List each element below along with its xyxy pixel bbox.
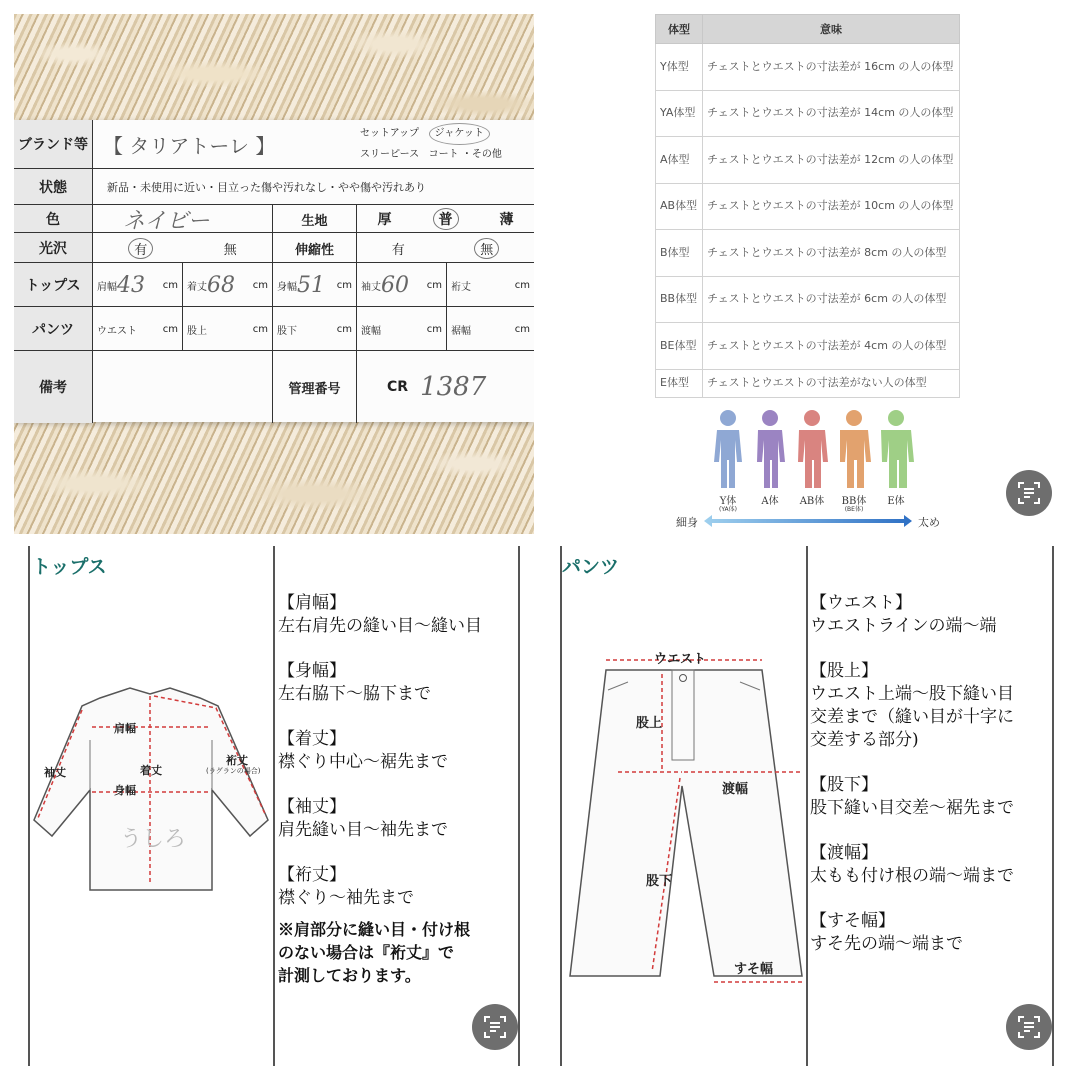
divider [560, 546, 562, 1066]
table-row: E体型 チェストとウエストの寸法差がない人の体型 [656, 369, 960, 397]
diagram-length-label: 着丈 [140, 764, 162, 777]
table-row: BB体型 チェストとウエストの寸法差が 6cm の人の体型 [656, 276, 960, 323]
table-row: BE体型 チェストとウエストの寸法差が 4cm の人の体型 [656, 323, 960, 370]
figure-bb-body [840, 410, 871, 488]
pants-descriptions: 【ウエスト】 ウエストラインの端〜端 【股上】 ウエスト上端〜股下縫い目 交差まで（縫い目が十字に 交差する部分) 【股下】 股下縫い目交差〜裾先まで 【渡幅】 太もも付け根の端〜端まで 【すそ幅】 すそ先の端〜端まで [810, 593, 1014, 954]
table-row: B体型 チェストとウエストの寸法差が 8cm の人の体型 [656, 230, 960, 277]
tops-header: トップス [14, 263, 92, 307]
scan-text-icon [1016, 1014, 1042, 1040]
fabric-header: 生地 [272, 205, 356, 233]
mgmt-number-header: 管理番号 [272, 351, 356, 423]
gloss-options: 有 無 [92, 233, 272, 263]
diagram-raglan-label: (ラグランの場合) [206, 767, 261, 775]
scan-text-button[interactable] [1006, 1004, 1052, 1050]
figure-label-ab: AB体 [799, 496, 825, 507]
diagram-shoulder-label: 肩幅 [114, 722, 136, 735]
tops-sleeve: 袖丈 60 cm [356, 263, 446, 307]
pants-title: パンツ [562, 556, 620, 578]
pants-hem: 裾幅 cm [446, 307, 534, 351]
diagram-sleeve-label: 袖丈 [44, 766, 66, 779]
diagram-thigh-label: 渡幅 [722, 782, 749, 797]
pants-diagram [564, 640, 804, 990]
gloss-header: 光沢 [14, 233, 92, 263]
color-value: ネイビー [92, 205, 272, 233]
body-type-table [655, 14, 960, 398]
figure-label-e: E体 [887, 496, 905, 507]
tops-descriptions: 【肩幅】 左右肩先の縫い目〜縫い目 【身幅】 左右脇下〜脇下まで 【着丈】 襟ぐり中心〜裾先まで 【袖丈】 肩先縫い目〜袖先まで 【裄丈】 襟ぐり〜袖先まで ※肩部分に縫い目・付け根 のない場合は『裄丈』で 計測しております。 [278, 593, 482, 985]
figure-a-body [757, 410, 785, 488]
figure-ab-body [798, 410, 828, 488]
figure-sub-bb: (BE体) [844, 506, 864, 513]
figure-sub-y: (YA体) [719, 506, 737, 513]
remarks-value [92, 351, 272, 423]
table-header-type: 体型 [656, 15, 703, 44]
table-row: AB体型 チェストとウエストの寸法差が 10cm の人の体型 [656, 183, 960, 230]
tops-length: 着丈 68 cm [182, 263, 272, 307]
divider [1052, 546, 1054, 1066]
thin-to-thick-arrow [702, 514, 914, 528]
diagram-back-label: うしろ [120, 827, 187, 852]
stretch-header: 伸縮性 [272, 233, 356, 263]
figure-label-bb: BB体 [841, 496, 867, 507]
tops-body: 身幅 51 cm [272, 263, 356, 307]
thick-label: 太め [918, 516, 940, 529]
pants-waist: ウエスト cm [92, 307, 182, 351]
divider [518, 546, 520, 1066]
diagram-body-label: 身幅 [114, 784, 136, 797]
fabric-options: 厚 普 薄 [356, 205, 534, 233]
pants-rise: 股上 cm [182, 307, 272, 351]
condition-value: 新品・未使用に近い・目立った傷や汚れなし・やや傷や汚れあり [92, 169, 534, 205]
tops-title: トップス [32, 556, 107, 578]
brand-header: ブランド等 [14, 120, 92, 168]
diagram-yuki-label: 裄丈 [226, 754, 248, 767]
color-header: 色 [14, 205, 92, 233]
label-photo [14, 14, 534, 534]
tops-shoulder: 肩幅 43 cm [92, 263, 182, 307]
condition-header: 状態 [14, 169, 92, 205]
diagram-hem-label: すそ幅 [734, 962, 774, 977]
scan-text-button[interactable] [1006, 470, 1052, 516]
table-row: A体型 チェストとウエストの寸法差が 12cm の人の体型 [656, 137, 960, 184]
figure-e-body [881, 410, 914, 488]
divider [806, 546, 808, 1066]
thin-label: 細身 [676, 516, 698, 529]
body-type-figures [700, 408, 940, 530]
table-header-meaning: 意味 [703, 15, 960, 44]
figure-y-body [714, 410, 742, 488]
stretch-options: 有 無 [356, 233, 534, 263]
jacket-diagram [30, 680, 272, 900]
figures-svg [700, 408, 940, 492]
pants-thigh: 渡幅 cm [356, 307, 446, 351]
mgmt-number-value: CR 1387 [356, 351, 534, 423]
tops-yuki: 裄丈 cm [446, 263, 534, 307]
diagram-inseam-label: 股下 [646, 874, 673, 889]
scan-text-icon [482, 1014, 508, 1040]
measurement-label-sheet [14, 120, 534, 422]
table-row: Y体型 チェストとウエストの寸法差が 16cm の人の体型 [656, 44, 960, 91]
scan-text-icon [1016, 480, 1042, 506]
figure-label-a: A体 [761, 496, 779, 507]
scan-text-button[interactable] [472, 1004, 518, 1050]
table-row: YA体型 チェストとウエストの寸法差が 14cm の人の体型 [656, 90, 960, 137]
diagram-rise-label: 股上 [636, 716, 663, 731]
garment-type-options: セットアップ ジャケット スリーピース コート ・その他 [354, 120, 534, 168]
diagram-waist-label: ウエスト [654, 652, 707, 667]
pants-inseam: 股下 cm [272, 307, 356, 351]
divider [273, 546, 275, 1066]
figure-label-y: Y体 [719, 496, 737, 507]
pants-header: パンツ [14, 307, 92, 351]
brand-value: 【 タリアトーレ 】 [92, 120, 354, 168]
remarks-header: 備考 [14, 351, 92, 423]
